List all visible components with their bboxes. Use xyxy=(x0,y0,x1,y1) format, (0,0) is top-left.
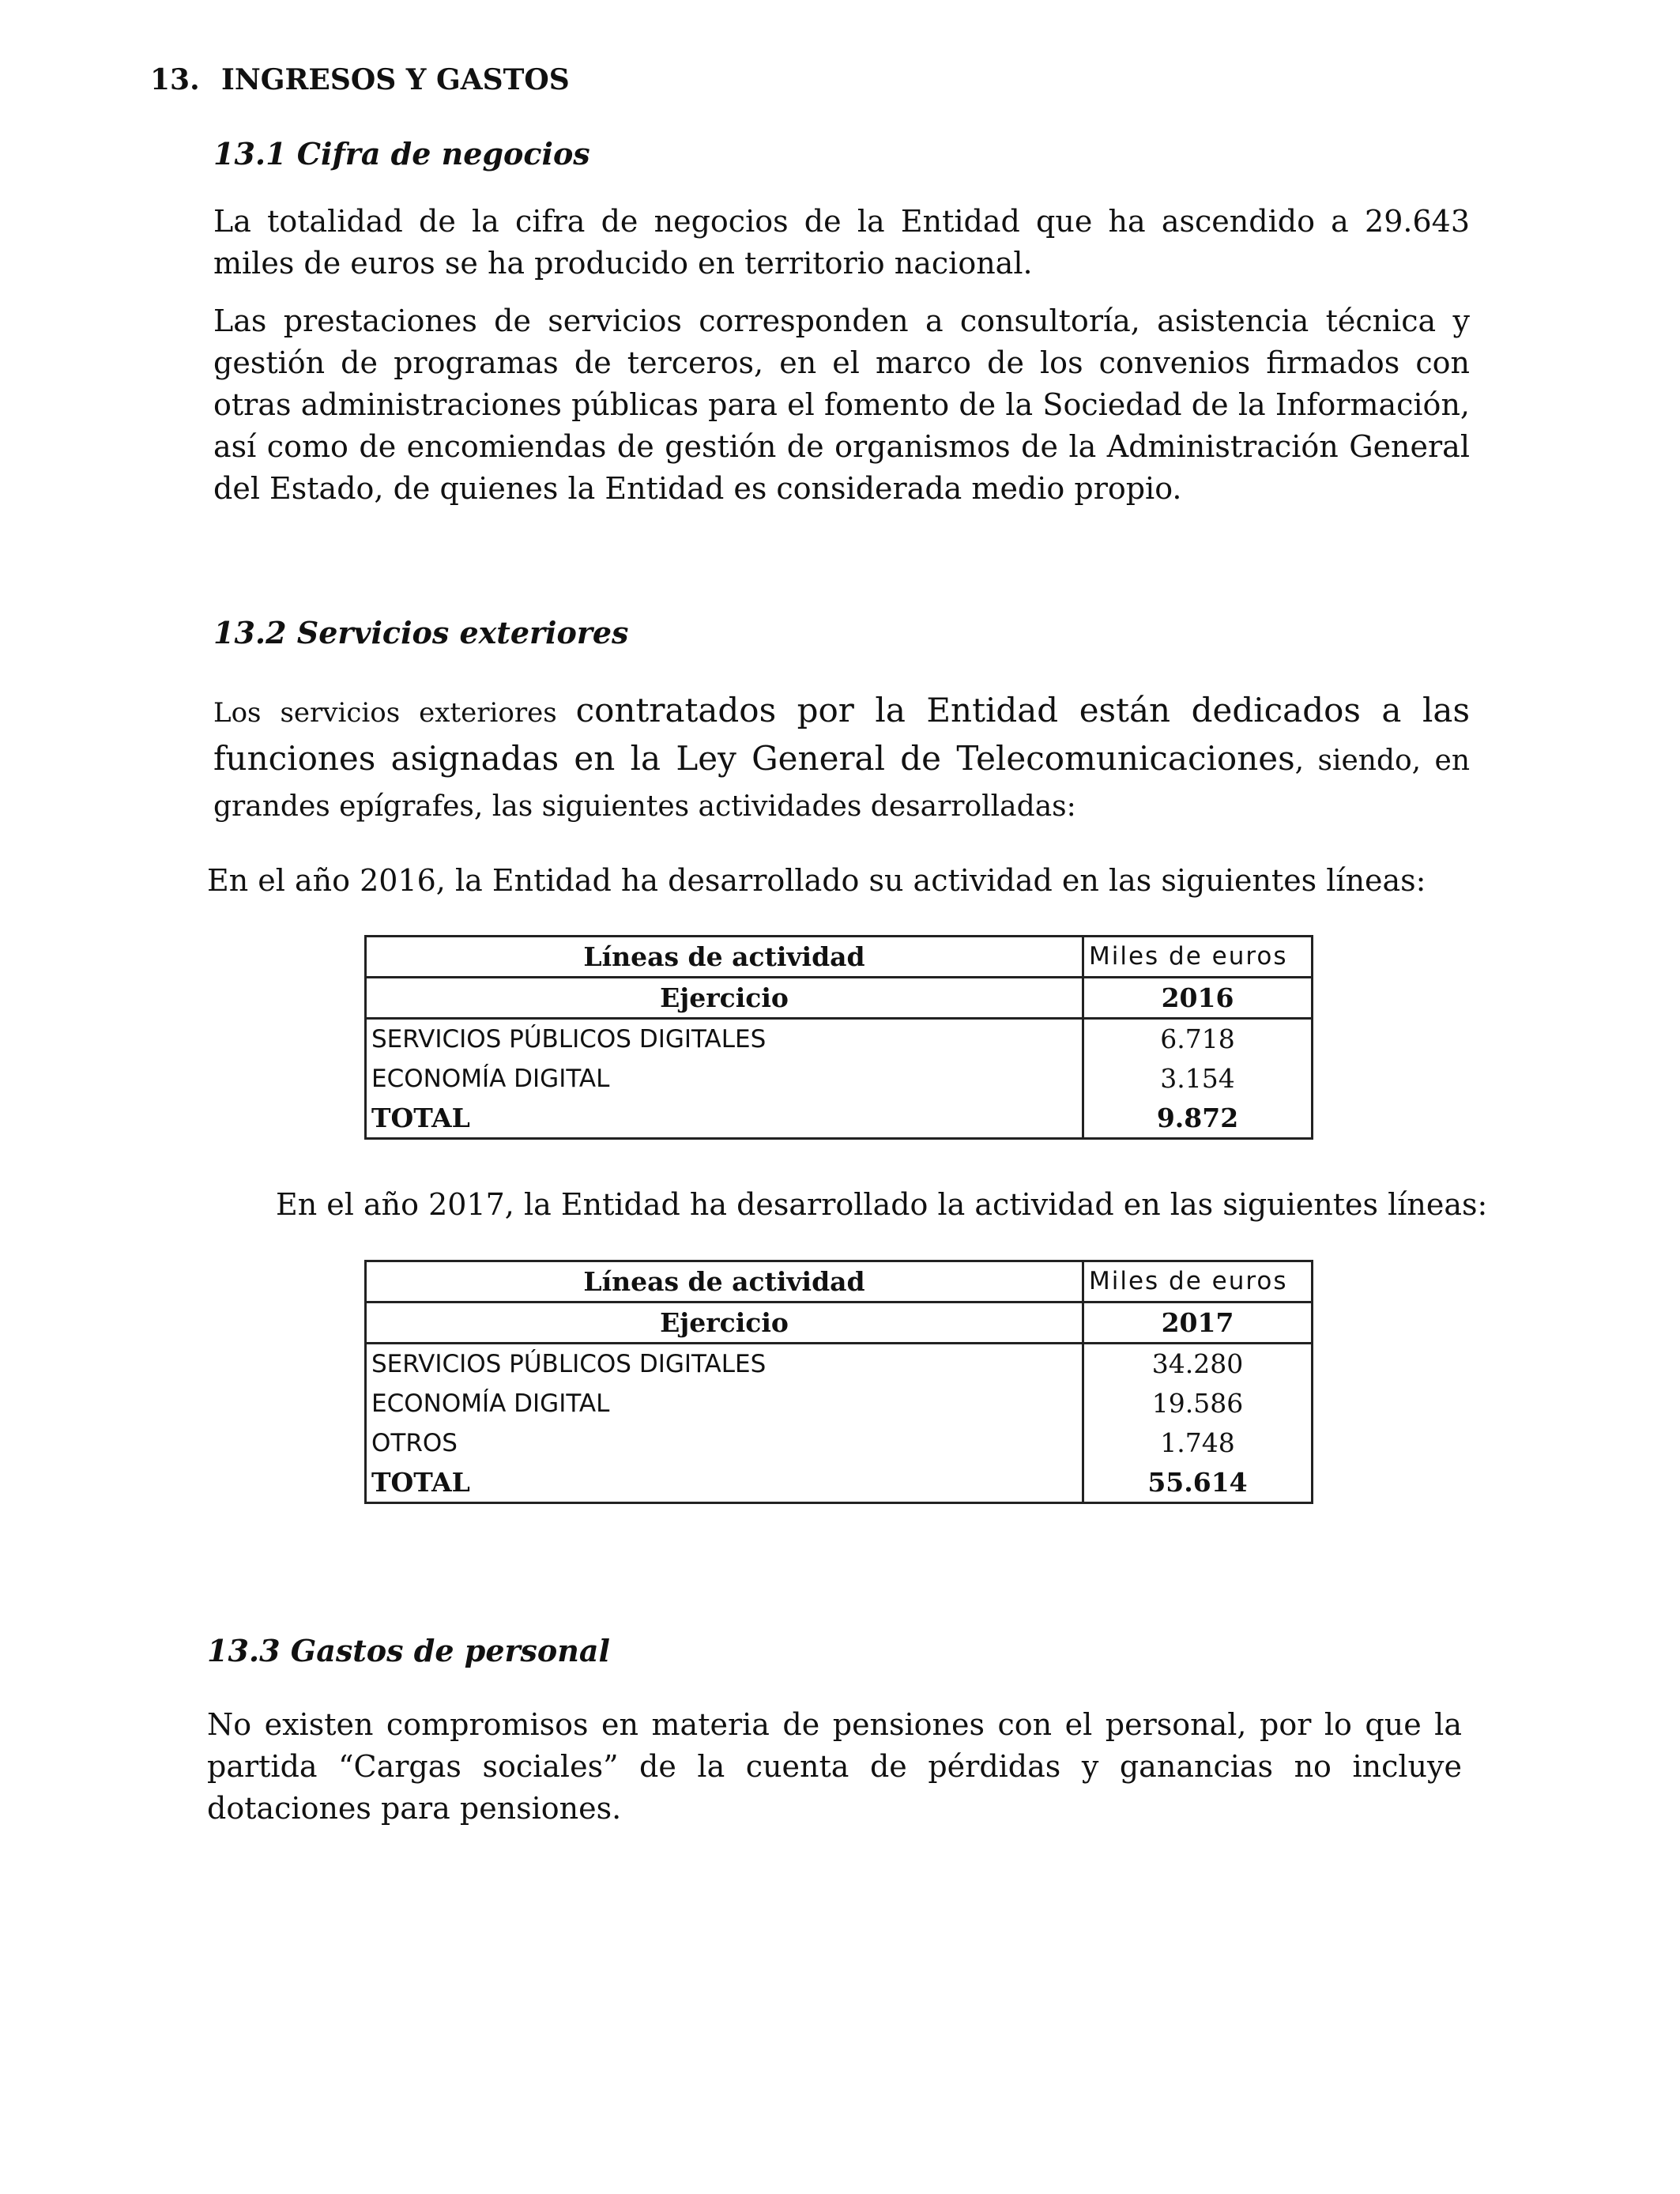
row-label: SERVICIOS PÚBLICOS DIGITALES xyxy=(366,1344,1083,1385)
s132-p1-emphasis: contratados por la Entidad están dedicados a las funciones asignadas en la Ley General de Telecomunicaciones xyxy=(213,691,1471,778)
col-header-lineas: Líneas de actividad xyxy=(366,937,1083,978)
table-2016 xyxy=(364,935,1313,1140)
table-total-row xyxy=(366,1099,1313,1139)
table-row xyxy=(366,1344,1313,1385)
total-label: TOTAL xyxy=(366,1463,1083,1503)
total-value: 55.614 xyxy=(1083,1463,1313,1503)
subheader-year: 2016 xyxy=(1083,978,1313,1019)
row-value: 34.280 xyxy=(1083,1344,1313,1385)
row-value: 6.718 xyxy=(1083,1019,1313,1060)
section-number: 13. xyxy=(150,63,200,96)
row-label: OTROS xyxy=(366,1423,1083,1463)
table-total-row xyxy=(366,1463,1313,1503)
s132-p1-tail: , siendo, en grandes epígrafes, las siguientes actividades desarrolladas: xyxy=(213,745,1470,823)
intro-2016: En el año 2016, la Entidad ha desarrollado su actividad en las siguientes líneas: xyxy=(207,863,1426,898)
table-row xyxy=(366,1384,1313,1423)
row-label: ECONOMÍA DIGITAL xyxy=(366,1384,1083,1423)
section-heading xyxy=(150,63,570,96)
table-row xyxy=(366,1059,1313,1099)
table-row xyxy=(366,1019,1313,1060)
subheader-year: 2017 xyxy=(1083,1302,1313,1344)
s131-paragraph-1: La totalidad de la cifra de negocios de la Entidad que ha ascendido a 29.643 miles de euros se ha producido en territorio nacional. xyxy=(213,204,1470,281)
col-header-miles: Miles de euros xyxy=(1083,1261,1313,1302)
s133-paragraph-1: No existen compromisos en materia de pensiones con el personal, por lo que la partida “Cargas sociales” de la cuenta de pérdidas y ganancias no incluye dotaciones para pensiones. xyxy=(207,1707,1462,1826)
table-2017 xyxy=(364,1260,1313,1504)
subheader-ejercicio: Ejercicio xyxy=(366,978,1083,1019)
section-title: INGRESOS Y GASTOS xyxy=(221,63,570,96)
row-value: 19.586 xyxy=(1083,1384,1313,1423)
total-value: 9.872 xyxy=(1083,1099,1313,1139)
subsection-13-3-title: 13.3 Gastos de personal xyxy=(207,1633,610,1668)
subsection-13-1-title: 13.1 Cifra de negocios xyxy=(213,136,590,172)
intro-2017: En el año 2017, la Entidad ha desarrollado la actividad en las siguientes líneas: xyxy=(276,1187,1488,1222)
subsection-13-2-title: 13.2 Servicios exteriores xyxy=(213,615,629,650)
table-subheader-row xyxy=(366,1302,1313,1344)
s132-p1-lead: Los servicios exteriores xyxy=(213,697,576,729)
row-value: 3.154 xyxy=(1083,1059,1313,1099)
col-header-miles: Miles de euros xyxy=(1083,937,1313,978)
table-subheader-row xyxy=(366,978,1313,1019)
s132-paragraph-1 xyxy=(213,688,1470,829)
row-label: SERVICIOS PÚBLICOS DIGITALES xyxy=(366,1019,1083,1060)
col-header-lineas: Líneas de actividad xyxy=(366,1261,1083,1302)
row-label: ECONOMÍA DIGITAL xyxy=(366,1059,1083,1099)
table-row xyxy=(366,1423,1313,1463)
row-value: 1.748 xyxy=(1083,1423,1313,1463)
table-header-row xyxy=(366,1261,1313,1302)
total-label: TOTAL xyxy=(366,1099,1083,1139)
table-header-row xyxy=(366,937,1313,978)
subheader-ejercicio: Ejercicio xyxy=(366,1302,1083,1344)
s131-paragraph-2: Las prestaciones de servicios corresponden a consultoría, asistencia técnica y gestión de programas de terceros, en el marco de los convenios firmados con otras administraciones públicas para el fomento de la Sociedad de la Información, así como de encomiendas de gestión de organismos de la Administración General del Estado, de quienes la Entidad es considerada medio propio. xyxy=(213,303,1470,506)
